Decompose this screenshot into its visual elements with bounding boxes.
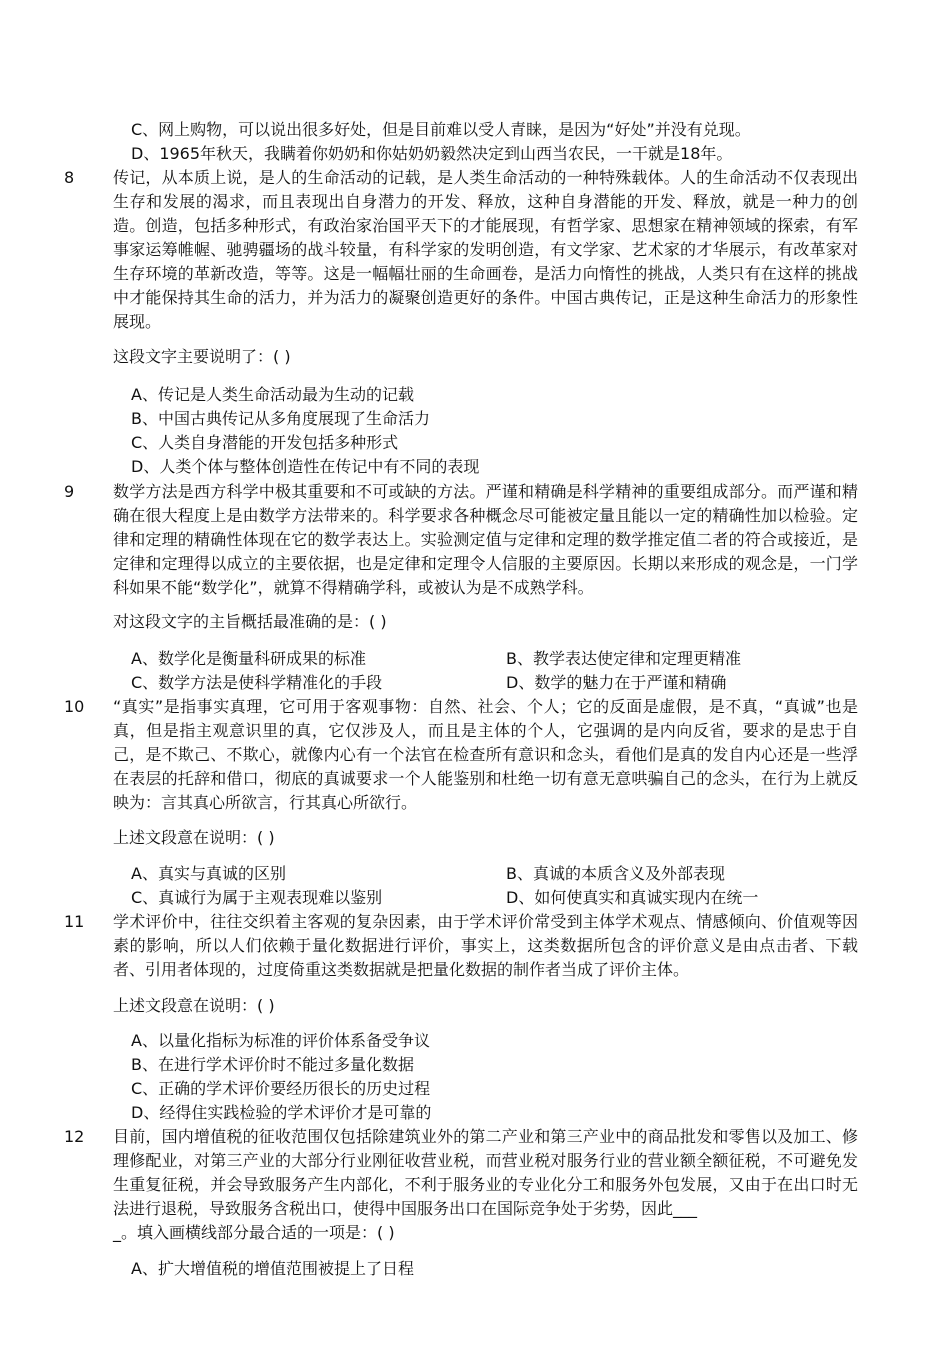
- q7-option-c: C、网上购物，可以说出很多好处，但是目前难以受人青睐，是因为“好处”并没有兑现。: [131, 120, 751, 139]
- q11-option-a: A、以量化指标为标准的评价体系备受争议: [131, 1031, 430, 1050]
- q12-number: 12: [64, 1127, 85, 1146]
- q11-option-c: C、正确的学术评价要经历很长的历史过程: [131, 1079, 431, 1098]
- q11-passage: 学术评价中，往往交织着主客观的复杂因素，由于学术评价常受到主体学术观点、情感倾向、价值观等因素的影响，所以人们依赖于量化数据进行评价，事实上，这类数据所包含的评价意义是由点击者、下载者、引用者体现的，过度倚重这类数据就是把量化数据的制作者当成了评价主体。: [113, 912, 858, 979]
- q10-option-a: A、真实与真诚的区别: [131, 864, 286, 883]
- q8-option-c: C、人类自身潜能的开发包括多种形式: [131, 433, 399, 452]
- q12-passage: 目前，国内增值税的征收范围仅包括除建筑业外的第二产业和第三产业中的商品批发和零售以及加工、修理修配业，对第三产业的大部分行业刚征收营业税，而营业税对服务行业的营业额全额征税，不可避免发生重复征税，并会导致服务产生内部化，不利于服务业的专业化分工和服务外包发展，又由于在出口时无法进行退税，导致服务含税出口，使得中国服务出口在国际竞争处于劣势，因此___: [113, 1127, 858, 1218]
- q9-option-d: D、数学的魅力在于严谨和精确: [506, 673, 727, 692]
- q12-stem: _。填入画横线部分最合适的一项是：( ): [113, 1223, 395, 1242]
- q9-option-a: A、数学化是衡量科研成果的标准: [131, 649, 366, 668]
- q9-number: 9: [64, 482, 75, 501]
- q9-option-b: B、教学表达使定律和定理更精准: [506, 649, 741, 668]
- q8-option-d: D、人类个体与整体创造性在传记中有不同的表现: [131, 457, 480, 476]
- q9-stem: 对这段文字的主旨概括最准确的是：( ): [113, 612, 387, 631]
- q11-option-b: B、在进行学术评价时不能过多量化数据: [131, 1055, 414, 1074]
- q9-option-c: C、数学方法是使科学精准化的手段: [131, 673, 383, 692]
- q11-option-d: D、经得住实践检验的学术评价才是可靠的: [131, 1103, 432, 1122]
- q11-number: 11: [64, 912, 85, 931]
- q8-option-a: A、传记是人类生命活动最为生动的记载: [131, 385, 414, 404]
- q8-passage: 传记，从本质上说，是人的生命活动的记载，是人类生命活动的一种特殊载体。人的生命活动不仅表现出生存和发展的渴求，而且表现出自身潜力的开发、释放，这种自身潜能的开发、释放，就是一种力的创造。创造，包括多种形式，有政治家治国平天下的才能展现，有哲学家、思想家在精神领域的探索，有军事家运筹帷幄、驰骋疆场的战斗较量，有科学家的发明创造，有文学家、艺术家的才华展示，有改革家对生存环境的革新改造，等等。这是一幅幅壮丽的生命画卷，是活力向惰性的挑战，人类只有在这样的挑战中才能保持其生命的活力，并为活力的凝聚创造更好的条件。中国古典传记，正是这种生命活力的形象性展现。: [113, 168, 858, 331]
- q8-stem: 这段文字主要说明了：( ): [113, 347, 291, 366]
- q9-passage: 数学方法是西方科学中极其重要和不可或缺的方法。严谨和精确是科学精神的重要组成部分。而严谨和精确在很大程度上是由数学方法带来的。科学要求各种概念尽可能被定量且能以一定的精确性加以检验。定律和定理的精确性体现在它的数学表达上。实验测定值与定律和定理的数学推定值二者的符合或接近，是定律和定理得以成立的主要依据，也是定律和定理令人信服的主要原因。长期以来形成的观念是，一门学科如果不能“数学化”，就算不得精确学科，或被认为是不成熟学科。: [113, 482, 858, 597]
- q10-stem: 上述文段意在说明：( ): [113, 828, 275, 847]
- q8-number: 8: [64, 168, 75, 187]
- q10-passage: “真实”是指事实真理，它可用于客观事物：自然、社会、个人；它的反面是虚假，是不真，“真诚”也是真，但是指主观意识里的真，它仅涉及人，而且是主体的个人，它强调的是内向反省，要求的是忠于自己，是不欺己、不欺心，就像内心有一个法官在检查所有意识和念头，看他们是真的发自内心还是一些浮在表层的托辞和借口，彻底的真诚要求一个人能鉴别和杜绝一切有意无意哄骗自己的念头，在行为上就反映为：言其真心所欲言，行其真心所欲行。: [113, 697, 858, 812]
- q8-option-b: B、中国古典传记从多角度展现了生命活力: [131, 409, 430, 428]
- q10-number: 10: [64, 697, 85, 716]
- q10-option-b: B、真诚的本质含义及外部表现: [506, 864, 725, 883]
- q7-option-d: D、1965年秋天，我瞒着你奶奶和你姑奶奶毅然决定到山西当农民，一干就是18年。: [131, 144, 733, 163]
- q11-stem: 上述文段意在说明：( ): [113, 996, 275, 1015]
- q10-option-c: C、真诚行为属于主观表现难以鉴别: [131, 888, 383, 907]
- q12-option-a: A、扩大增值税的增值范围被提上了日程: [131, 1259, 414, 1278]
- q10-option-d: D、如何使真实和真诚实现内在统一: [506, 888, 759, 907]
